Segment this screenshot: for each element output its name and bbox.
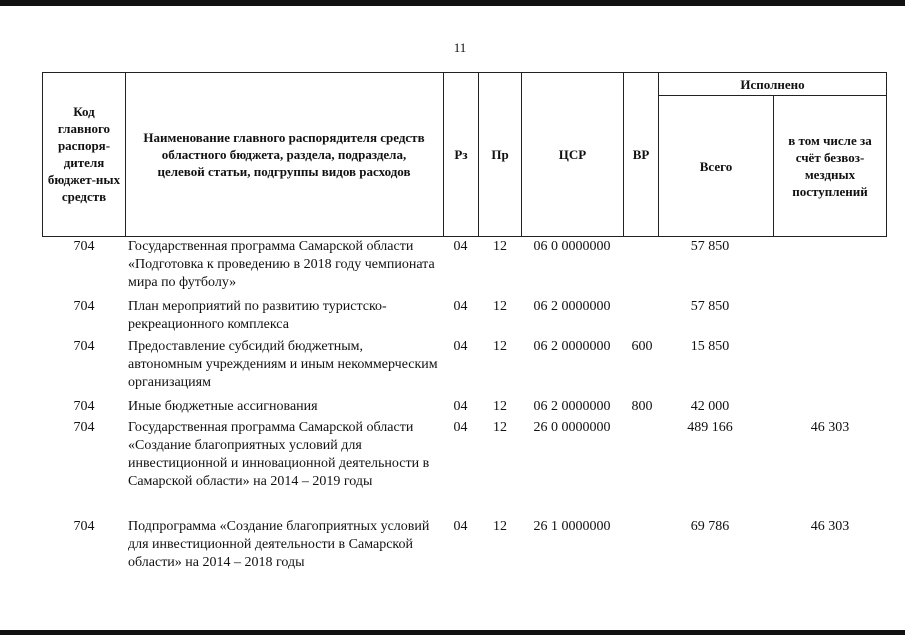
page-number: 11 <box>453 40 467 55</box>
row-5-total: 69 786 <box>690 519 730 534</box>
row-2-vr: 600 <box>631 339 653 354</box>
header-vr: ВР <box>632 146 650 162</box>
row-4-pr: 12 <box>493 420 507 435</box>
row-0-total: 57 850 <box>690 239 730 254</box>
row-1-total: 57 850 <box>690 299 730 314</box>
row-2-name: Предоставление субсидий бюджетным, автономным учреждениям и иным некоммерческим организациям <box>128 339 438 390</box>
header-executed: Исполнено <box>740 76 805 92</box>
row-3-pr: 12 <box>493 399 507 414</box>
row-0-csr: 06 0 0000000 <box>533 239 611 254</box>
row-1-csr: 06 2 0000000 <box>533 299 611 314</box>
row-5-csr: 26 1 0000000 <box>533 519 611 534</box>
header-pr: Пр <box>491 146 509 162</box>
row-2-rz: 04 <box>453 339 468 354</box>
row-0-code: 704 <box>73 239 95 254</box>
row-3-code: 704 <box>73 399 95 414</box>
bottom-border <box>0 630 905 635</box>
row-2-pr: 12 <box>493 339 507 354</box>
row-3-name: Иные бюджетные ассигнования <box>128 399 318 414</box>
header-bottom-line <box>42 236 887 237</box>
row-4-rz: 04 <box>453 420 468 435</box>
row-2-code: 704 <box>73 339 95 354</box>
col-line-8 <box>886 72 887 236</box>
row-1-pr: 12 <box>493 299 507 314</box>
row-3-rz: 04 <box>453 399 468 414</box>
row-5-code: 704 <box>73 519 95 534</box>
row-4-grants: 46 303 <box>810 420 850 435</box>
col-line-7 <box>773 95 774 236</box>
row-3-vr: 800 <box>631 399 653 414</box>
row-4-total: 489 166 <box>687 420 733 435</box>
col-line-0 <box>42 72 43 236</box>
row-5-name: Подпрограмма «Создание благоприятных условий для инвестиционной деятельности в Самарской области» на 2014 – 2018 годы <box>128 519 430 570</box>
row-5-grants: 46 303 <box>810 519 850 534</box>
col-line-1 <box>125 72 126 236</box>
row-0-pr: 12 <box>493 239 507 254</box>
header-csr: ЦСР <box>558 146 587 162</box>
row-2-csr: 06 2 0000000 <box>533 339 611 354</box>
row-0-rz: 04 <box>453 239 468 254</box>
row-4-code: 704 <box>73 420 95 435</box>
header-incl-grants: в том числе за счёт безвоз-мездных поступлений <box>788 133 872 199</box>
row-3-total: 42 000 <box>690 399 730 414</box>
header-rz: Рз <box>454 146 468 162</box>
header-code: Код главного распоря-дителя бюджет-ных средств <box>47 104 121 204</box>
row-2-total: 15 850 <box>690 339 730 354</box>
row-0-name: Государственная программа Самарской области «Подготовка к проведению в 2018 году чемпионата мира по футболу» <box>128 239 435 290</box>
row-3-csr: 06 2 0000000 <box>533 399 611 414</box>
row-5-rz: 04 <box>453 519 468 534</box>
row-1-code: 704 <box>73 299 95 314</box>
row-5-pr: 12 <box>493 519 507 534</box>
header-name: Наименование главного распорядителя средств областного бюджета, раздела, подраздела, целевой статьи, подгруппы видов расходов <box>143 129 425 179</box>
row-1-rz: 04 <box>453 299 468 314</box>
top-border <box>0 0 905 6</box>
row-4-name: Государственная программа Самарской области «Создание благоприятных условий для инвестиционной и инновационной деятельности в Самарской области» на 2014 – 2019 годы <box>128 420 430 489</box>
header-total: Всего <box>699 158 733 174</box>
row-4-csr: 26 0 0000000 <box>533 420 611 435</box>
row-1-name: План мероприятий по развитию туристско-рекреационного комплекса <box>128 299 387 332</box>
table-top-line <box>42 72 887 73</box>
